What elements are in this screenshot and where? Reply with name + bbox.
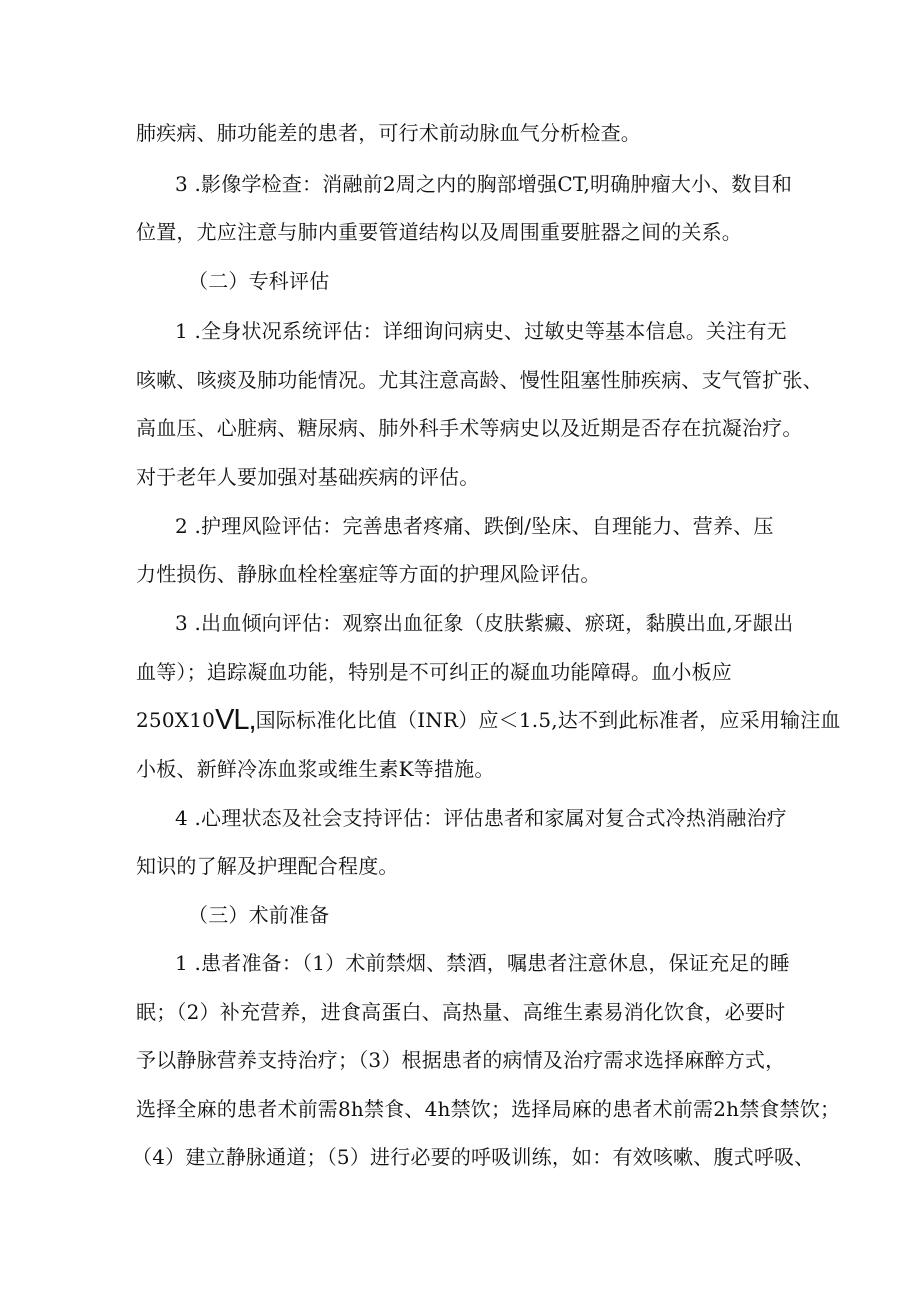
paragraph-line: 眠；（2）补充营养，进食高蛋白、高热量、高维生素易消化饮食，必要时 xyxy=(136,1000,786,1024)
section-heading: （三）术前准备 xyxy=(188,903,330,927)
paragraph-text: 国际标准化比值（INR）应＜1.5,达不到此标准者，应采用输注血 xyxy=(255,708,841,732)
paragraph-line: （4）建立静脉通道；（5）进行必要的呼吸训练，如：有效咳嗽、腹式呼吸、 xyxy=(132,1145,815,1169)
paragraph-line: 高血压、心脏病、糖尿病、肺外科手术等病史以及近期是否存在抗凝治疗。 xyxy=(136,416,803,440)
platelet-unit: VL, xyxy=(215,704,256,736)
paragraph-line: 3 .影像学检查：消融前2周之内的胸部增强CT,明确肿瘤大小、数目和 xyxy=(175,172,793,196)
paragraph-line: 予以静脉营养支持治疗；（3）根据患者的病情及治疗需求选择麻醉方式， xyxy=(136,1048,786,1072)
paragraph-line: 1 .全身状况系统评估：详细询问病史、过敏史等基本信息。关注有无 xyxy=(175,319,787,343)
paragraph-line: 小板、新鲜冷冻血浆或维生素K等措施。 xyxy=(136,757,495,781)
platelet-value: 250X10 xyxy=(136,708,216,732)
paragraph-line: 2 .护理风险评估：完善患者疼痛、跌倒/坠床、自理能力、营养、压 xyxy=(175,514,774,538)
paragraph-line: 1 .患者准备：（1）术前禁烟、禁酒，嘱患者注意休息，保证充足的睡 xyxy=(175,951,790,975)
paragraph-line: 3 .出血倾向评估：观察出血征象（皮肤紫癜、瘀斑，黏膜出血,牙龈出 xyxy=(175,611,794,635)
paragraph-line: 肺疾病、肺功能差的患者，可行术前动脉血气分析检查。 xyxy=(136,121,641,145)
paragraph-line: 力性损伤、静脉血栓栓塞症等方面的护理风险评估。 xyxy=(136,562,601,586)
paragraph-line: 对于老年人要加强对基础疾病的评估。 xyxy=(136,465,480,489)
section-heading: （二）专科评估 xyxy=(188,269,330,293)
paragraph-line: 知识的了解及护理配合程度。 xyxy=(136,854,399,878)
paragraph-line: 选择全麻的患者术前需8h禁食、4h禁饮；选择局麻的患者术前需2h禁食禁饮； xyxy=(136,1097,841,1121)
paragraph-line: 血等）；追踪凝血功能，特别是不可纠正的凝血功能障碍。血小板应 xyxy=(136,660,732,684)
paragraph-line: 位置，尤应注意与肺内重要管道结构以及周围重要脏器之间的关系。 xyxy=(136,220,742,244)
paragraph-line xyxy=(136,706,841,734)
paragraph-line: 咳嗽、咳痰及肺功能情况。尤其注意高龄、慢性阻塞性肺疾病、支气管扩张、 xyxy=(136,368,823,392)
paragraph-line: 4 .心理状态及社会支持评估：评估患者和家属对复合式冷热消融治疗 xyxy=(175,806,787,830)
